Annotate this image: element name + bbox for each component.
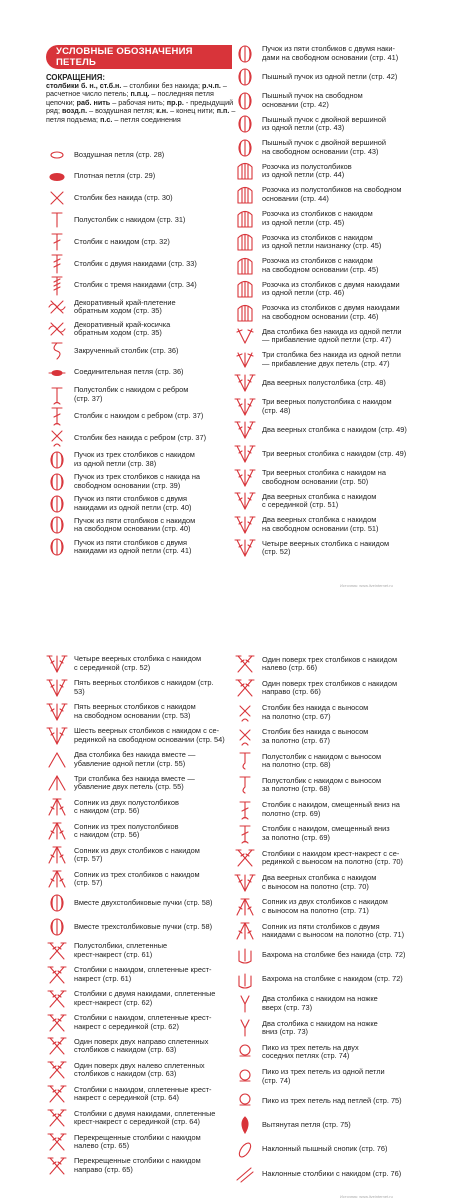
crossed-tr-icon: [44, 989, 70, 1009]
legged-dc-up-icon: [232, 994, 258, 1014]
legend-entry: [44, 867, 200, 891]
legend-entry-label: Столбики с двумя накидами, сплетенные крест-накрест с серединкой (стр. 64): [74, 1108, 216, 1127]
one-over-three-left-icon: [232, 654, 258, 674]
legend-entry: [232, 773, 381, 797]
legend-entry-label: Декоративный край-косичка обратным ходом (стр. 35): [74, 319, 171, 338]
legend-entry-label: Два веерных столбика с накидом (стр. 49): [262, 425, 407, 435]
legend-entry: [44, 427, 206, 449]
legend-entry-label: Пико из трех петель на двух соседних петлях (стр. 74): [262, 1042, 359, 1061]
legend-entry-label: Столбик с накидом, смещенный вниз за полотно (стр. 69): [262, 824, 390, 843]
fan-3-dc-free-icon: [232, 468, 258, 488]
legend-entry: [232, 372, 386, 396]
legend-entry: [232, 943, 405, 967]
slanted-puff-icon: [232, 1140, 258, 1160]
abbr-definition: - предыдущий ряд;: [46, 97, 234, 116]
legend-entry: [44, 1154, 201, 1178]
abbr-term: р.ч.п.: [202, 81, 221, 90]
fan-3-dc-icon: [232, 444, 258, 464]
abbreviations-title: СОКРАЩЕНИЯ:: [46, 73, 105, 82]
legend-entry: [232, 419, 407, 443]
treble-crochet-icon: [44, 254, 70, 274]
dc2tog-spike-icon: [232, 897, 258, 917]
legend-entry-label: Пять веерных столбиков с накидом (стр. 53): [74, 678, 214, 696]
dc-offset-2-icon: [232, 824, 258, 844]
abbr-term: раб. нить: [76, 97, 111, 107]
abbr-definition: – воздушная петля;: [87, 106, 157, 116]
legend-entry: [232, 207, 373, 231]
cross-right-icon: [44, 1156, 70, 1176]
legend-entry: [232, 1137, 388, 1161]
legend-entry: [232, 536, 389, 560]
legend-entry: [44, 297, 176, 319]
legend-column-left: [44, 0, 244, 592]
puff-5-double-icon: [44, 537, 70, 557]
fan-6-dc-icon: [44, 726, 70, 746]
legend-entry-label: Полустолбик с накидом (стр. 31): [74, 214, 186, 224]
dec-3-sc-icon: [44, 773, 70, 793]
legend-entry: [232, 136, 386, 160]
abbr-definition: – последняя петля цепочки;: [46, 89, 214, 107]
abbr-definition: – рабочая нить;: [110, 97, 167, 107]
ribbed-hdc-icon: [44, 385, 70, 405]
legend-column-left-2: [44, 648, 244, 1204]
rosette-dc-icon: [232, 209, 258, 229]
puff-5-base-icon: [44, 494, 70, 514]
legend-entry-label: Столбики с накидом крест-накрест с се- рединкой с выносом на полотно (стр. 70): [262, 848, 403, 867]
legend-entry: [232, 513, 379, 537]
legend-entry-label: Два веерных полустолбика (стр. 48): [262, 378, 386, 388]
crossed-dc-center-2-icon: [44, 1084, 70, 1104]
chain-loop-icon: [44, 145, 70, 165]
legend-entry-label: Розочка из полустолбиков на свободном основании (стр. 44): [262, 185, 402, 204]
legend-entry-label: Столбик без накида (стр. 30): [74, 193, 173, 203]
legend-entry: [44, 1082, 212, 1106]
legend-entry-label: Четыре веерных столбика с накидом (стр. 52): [262, 538, 390, 557]
popcorn-free-icon: [232, 91, 258, 111]
legend-entry-label: Три столбика без накида вместе — убавление двух петель (стр. 55): [74, 773, 195, 792]
crossed-dc-icon: [44, 965, 70, 985]
slip-stitch-icon: [44, 363, 70, 383]
legend-entry-label: Три веерных столбика с накидом (стр. 49): [262, 448, 407, 458]
dc2tog-icon: [44, 845, 70, 865]
fringe-sc-icon: [232, 945, 258, 965]
legend-entry: [232, 301, 400, 325]
picot-two-icon: [232, 1042, 258, 1062]
legend-entry-label: Пико из трех петель над петлей (стр. 75): [262, 1095, 402, 1105]
legged-dc-down-icon: [232, 1018, 258, 1038]
legend-entry-label: Три веерных столбика с накидом на свободном основании (стр. 50): [262, 467, 386, 486]
crossed-hdc-icon: [44, 941, 70, 961]
fan-2-hdc-icon: [232, 373, 258, 393]
legend-entry: [44, 231, 170, 253]
inc-2-sc-icon: [232, 326, 258, 346]
popcorn-puff-icon: [232, 67, 258, 87]
legend-entry: [44, 700, 196, 724]
legend-entry-label: Сопник из пяти столбиков с двумя накидами с выносом на полотно (стр. 71): [262, 921, 405, 940]
legend-entry: [44, 253, 197, 275]
puff-pair-2-icon: [44, 893, 70, 913]
legend-entry: [44, 1130, 201, 1154]
fan-3-hdc-icon: [232, 397, 258, 417]
abbr-definition: – конец нити;: [168, 106, 217, 116]
legend-entry: [232, 254, 379, 278]
legend-entry-label: Вместе трехстолбиковые пучки (стр. 58): [74, 921, 213, 931]
legend-entry-label: Два столбика без накида вместе — убавление одной петли (стр. 55): [74, 749, 196, 768]
elongated-loop-icon: [232, 1115, 258, 1135]
legend-entry-label: Столбики с накидом, сплетенные крест- накрест (стр. 61): [74, 965, 212, 983]
legend-entry: [232, 89, 363, 113]
abbr-definition: – петля соединения: [112, 114, 181, 124]
legend-entry: [232, 676, 397, 700]
legend-entry: [44, 1011, 212, 1035]
legend-column-right: [232, 0, 452, 592]
legend-entry-label: Соединительная петля (стр. 36): [74, 367, 184, 377]
puff-3-base-icon: [44, 450, 70, 470]
one-over-three-right-icon: [232, 678, 258, 698]
popcorn-double-top-icon: [232, 114, 258, 134]
rosette-tr-free-icon: [232, 303, 258, 323]
legend-entry-label: Сопник из трех столбиков с накидом (стр. 57): [74, 869, 200, 888]
legend-entry: [232, 348, 401, 372]
legend-entry: [232, 66, 397, 90]
legend-entry-label: Столбик без накида с выносом на полотно (стр. 67): [262, 703, 369, 721]
credit-note: Источник: www.liveinternet.ru: [340, 583, 393, 588]
legend-entry: [232, 1162, 401, 1186]
legend-entry-label: Наклонный пышный снопик (стр. 76): [262, 1144, 388, 1154]
fan-5-dc-free-icon: [44, 702, 70, 722]
legend-entry-label: Сопник из двух полустолбиков с накидом (стр. 56): [74, 797, 179, 816]
legend-entry: [44, 963, 212, 987]
rosette-dc-free-icon: [232, 256, 258, 276]
abbr-term: возд.п.: [62, 106, 88, 116]
rosette-dc-reverse-icon: [232, 232, 258, 252]
ribbed-sc-icon: [44, 428, 70, 448]
legend-entry: [44, 536, 191, 558]
abbr-definition: – расчетное число петель;: [46, 81, 227, 99]
dc-offset-icon: [232, 800, 258, 820]
legend-entry-label: Пучок из пяти столбиков с накидом на свободном основании (стр. 40): [74, 515, 196, 534]
dc3tog-icon: [44, 869, 70, 889]
legend-entry: [232, 822, 390, 846]
crossed-tr-center-icon: [44, 1108, 70, 1128]
legend-entry: [232, 489, 376, 513]
sc-spike-icon: [232, 703, 258, 723]
picot-over-icon: [232, 1091, 258, 1111]
legend-entry: [232, 895, 388, 919]
legend-entry-label: Розочка из столбиков с накидом на свободном основании (стр. 45): [262, 256, 379, 274]
legend-entry: [232, 442, 406, 466]
legend-entry-label: Сопник из двух столбиков с накидом с выносом на полотно (стр. 71): [262, 897, 388, 915]
legend-title: УСЛОВНЫЕ ОБОЗНАЧЕНИЯ ПЕТЕЛЬ: [56, 46, 193, 68]
rosette-hdc-icon: [232, 161, 258, 181]
legend-entry-label: Розочка из полустолбиков из одной петли (стр. 44): [262, 161, 352, 180]
legend-entry: [232, 113, 386, 137]
legend-entry: [232, 230, 381, 254]
legend-entry: [44, 275, 197, 297]
legend-entry-label: Три веерных полустолбика с накидом (стр. 48): [262, 397, 392, 415]
abbr-term: п.п.: [216, 106, 230, 116]
legend-entry: [232, 325, 402, 349]
legend-entry-label: Пучок из пяти столбиков с двумя накидами из одной петли (стр. 40): [74, 493, 192, 512]
legend-entry-label: Розочка из столбиков с накидом из одной петли наизнанку (стр. 45): [262, 232, 382, 251]
crab-stitch-icon: [44, 297, 70, 317]
legend-entry-label: Розочка из столбиков с двумя накидами на свободном основании (стр. 46): [262, 303, 400, 321]
legend-entry: [232, 1089, 402, 1113]
hdc-spike-icon: [232, 751, 258, 771]
legend-entry: [44, 987, 215, 1011]
rosette-hdc-free-icon: [232, 185, 258, 205]
legend-entry: [44, 676, 214, 700]
puff-3-free-icon: [44, 472, 70, 492]
legend-entry: [44, 471, 200, 493]
legend-entry-label: Четыре веерных столбика с накидом с серединкой (стр. 52): [74, 654, 202, 672]
legend-entry: [44, 772, 195, 796]
legend-entry: [44, 384, 188, 406]
legend-entry: [44, 318, 170, 340]
legend-entry: [232, 968, 403, 992]
twisted-stitch-icon: [44, 341, 70, 361]
sc-spike-2-icon: [232, 727, 258, 747]
abbr-term: пр.р.: [166, 97, 184, 107]
legend-entry: [232, 919, 404, 943]
legend-entry: [44, 340, 179, 362]
tight-loop-icon: [44, 167, 70, 187]
legend-entry-label: Перекрещенные столбики с накидом направо (стр. 65): [74, 1156, 201, 1175]
hdc-spike-2-icon: [232, 775, 258, 795]
legend-entry-label: Два веерных столбика с накидом с выносом на полотно (стр. 70): [262, 872, 377, 891]
legend-entry-label: Пышный пучок на свободном основании (стр. 42): [262, 91, 363, 109]
legend-entry: [44, 819, 179, 843]
fan-2-dc-icon: [232, 420, 258, 440]
abbr-term: к.н.: [156, 106, 169, 116]
legend-entry-label: Пучок из пяти столбиков с двумя накидами из одной петли (стр. 41): [74, 537, 192, 556]
fan-2-spike-icon: [232, 873, 258, 893]
legend-entry-label: Розочка из столбиков с двумя накидами из одной петли (стр. 46): [262, 279, 400, 298]
legend-entry: [232, 1065, 385, 1089]
legend-entry: [44, 405, 203, 427]
legend-entry-label: Два столбика без накида из одной петли — прибавление одной петли (стр. 47): [262, 326, 402, 345]
legend-entry: [232, 1040, 359, 1064]
legend-entry: [44, 748, 195, 772]
legend-entry: [232, 992, 378, 1016]
legend-entry-label: Сопник из трех полустолбиков с накидом (стр. 56): [74, 821, 179, 840]
half-double-crochet-icon: [44, 210, 70, 230]
legend-entry-label: Воздушная петля (стр. 28): [74, 149, 165, 159]
hdc3tog-icon: [44, 821, 70, 841]
legend-entry: [44, 188, 173, 210]
legend-entry-label: Столбик с тремя накидами (стр. 34): [74, 280, 197, 290]
popcorn-double-top-free-icon: [232, 138, 258, 158]
legend-page-2: [0, 648, 460, 1204]
legend-entry: [232, 466, 386, 490]
legend-entry-label: Один поверх трех столбиков с накидом направо (стр. 66): [262, 678, 398, 697]
legend-entry-label: Столбик без накида с выносом за полотно (стр. 67): [262, 727, 369, 745]
legend-entry-label: Столбик с накидом (стр. 32): [74, 236, 170, 246]
legend-entry: [44, 493, 191, 515]
rosette-tr-icon: [232, 279, 258, 299]
abbr-term: п.п.ц.: [130, 89, 150, 99]
abbr-term: столбики б. н., ст.б.н.: [46, 81, 122, 90]
legend-entry: [232, 1113, 351, 1137]
puff-5-free-icon: [44, 515, 70, 535]
legend-entry-label: Наклонные столбики с накидом (стр. 76): [262, 1168, 402, 1178]
legend-entry-label: Бахрома на столбике с накидом (стр. 72): [262, 974, 403, 984]
legend-entry: [44, 795, 179, 819]
legend-entry-label: Пышный пучок из одной петли (стр. 42): [262, 72, 398, 81]
hdc2tog-icon: [44, 797, 70, 817]
legend-entry-label: Пучок из трех столбиков с накида на свободном основании (стр. 39): [74, 472, 201, 490]
legend-entry: [44, 209, 185, 231]
legend-entry-label: Пышный пучок с двойной вершиной из одной петли (стр. 43): [262, 114, 387, 133]
fan-2-dc-free-icon: [232, 515, 258, 535]
legend-entry-label: Полустолбик с накидом с ребром (стр. 37): [74, 384, 189, 403]
legend-entry: [44, 915, 212, 939]
cross-left-icon: [44, 1132, 70, 1152]
legend-entry: [44, 144, 164, 166]
crossed-spike-icon: [232, 848, 258, 868]
legend-entry-label: Декоративный край-плетение обратным ходом (стр. 35): [74, 297, 176, 316]
legend-entry: [232, 183, 401, 207]
legend-column-right-2: [232, 648, 452, 1204]
dec-2-sc-icon: [44, 750, 70, 770]
legend-entry-label: Пучок из трех столбиков с накидом из одной петли (стр. 38): [74, 450, 195, 468]
legend-entry-label: Два столбика с накидом на ножке вверх (стр. 73): [262, 994, 378, 1012]
legend-entry-label: Столбики с накидом, сплетенные крест- накрест с серединкой (стр. 64): [74, 1084, 212, 1103]
ribbed-dc-icon: [44, 406, 70, 426]
legend-entry: [44, 1058, 205, 1082]
legend-entry: [232, 42, 398, 66]
legend-entry-label: Один поверх двух налево сплетенных столбиков с накидом (стр. 63): [74, 1060, 205, 1079]
legend-entry: [232, 725, 368, 749]
fan-2-dc-center-icon: [232, 491, 258, 511]
legend-entry-label: Столбики с накидом, сплетенные крест- накрест с серединкой (стр. 62): [74, 1012, 212, 1031]
over-two-left-icon: [44, 1060, 70, 1080]
legend-entry: [232, 870, 376, 894]
legend-entry-label: Столбик с двумя накидами (стр. 33): [74, 258, 197, 268]
legend-entry-label: Два веерных столбика с накидом с серединкой (стр. 51): [262, 491, 377, 510]
fringe-dc-icon: [232, 970, 258, 990]
double-treble-icon: [44, 276, 70, 296]
legend-entry-label: Полустолбик с накидом с выносом на полотно (стр. 68): [262, 751, 382, 770]
puff-5-double-free-icon: [232, 44, 258, 64]
credit-note-2: Источник: www.liveinternet.ru: [340, 1194, 393, 1199]
legend-entry-label: Два веерных столбика с накидом на свободном основании (стр. 51): [262, 515, 379, 533]
legend-entry-label: Сопник из двух столбиков с накидом (стр. 57): [74, 845, 200, 864]
legend-entry: [232, 277, 400, 301]
legend-entry-label: Полустолбики, сплетенные крест-накрест (стр. 61): [74, 941, 168, 959]
legend-entry-label: Вместе двухстолбиковые пучки (стр. 58): [74, 897, 213, 907]
legend-entry-label: Столбики с двумя накидами, сплетенные крест-накрест (стр. 62): [74, 989, 216, 1007]
legend-entry: [232, 846, 403, 870]
slanted-dc-icon: [232, 1164, 258, 1184]
legend-entry-label: Пышный пучок с двойной вершиной на свободном основании (стр. 43): [262, 138, 387, 156]
legend-entry: [232, 798, 400, 822]
legend-entry-label: Два столбика с накидом на ножке вниз (стр. 73): [262, 1018, 378, 1037]
legend-entry: [44, 1035, 208, 1059]
fan-4-dc-center-icon: [44, 654, 70, 674]
legend-entry-label: Три столбика без накида из одной петли — прибавление двух петель (стр. 47): [262, 350, 401, 368]
legend-entry: [44, 362, 184, 384]
legend-entry-label: Столбик с накидом с ребром (стр. 37): [74, 411, 204, 421]
legend-entry-label: Плотная петля (стр. 29): [74, 171, 156, 181]
legend-entry-label: Закрученный столбик (стр. 36): [74, 345, 179, 355]
legend-entry: [44, 652, 201, 676]
legend-entry: [44, 1106, 215, 1130]
legend-entry: [44, 514, 195, 536]
legend-page-1: [0, 0, 460, 592]
legend-entry-label: Один поверх трех столбиков с накидом налево (стр. 66): [262, 654, 398, 673]
legend-entry: [44, 449, 195, 471]
legend-entry: [232, 395, 392, 419]
legend-entry-label: Вытянутая петля (стр. 75): [262, 1120, 351, 1129]
legend-entry-label: Полустолбик с накидом с выносом за полотно (стр. 68): [262, 775, 382, 794]
legend-entry-label: Бахрома на столбике без накида (стр. 72): [262, 950, 406, 960]
braid-edge-icon: [44, 319, 70, 339]
legend-entry: [44, 843, 200, 867]
legend-entry-label: Пико из трех петель из одной петли (стр. 74): [262, 1067, 385, 1085]
abbr-definition: – петля подъема;: [46, 106, 236, 124]
tr5tog-spike-icon: [232, 921, 258, 941]
legend-entry: [232, 701, 368, 725]
legend-entry-label: Столбик без накида с ребром (стр. 37): [74, 432, 207, 442]
fan-4-dc-icon: [232, 538, 258, 558]
single-crochet-icon: [44, 188, 70, 208]
legend-entry: [44, 939, 167, 963]
inc-3-sc-icon: [232, 350, 258, 370]
legend-entry: [44, 724, 225, 748]
puff-pair-3-icon: [44, 917, 70, 937]
page-gap: [0, 592, 460, 648]
legend-entry-label: Шесть веерных столбиков с накидом с се- рединкой на свободном основании (стр. 54): [74, 726, 225, 744]
crossed-dc-center-icon: [44, 1013, 70, 1033]
double-crochet-icon: [44, 232, 70, 252]
legend-entry: [44, 166, 155, 188]
legend-entry-label: Столбик с накидом, смещенный вниз на полотно (стр. 69): [262, 800, 400, 818]
legend-entry-label: Один поверх двух направо сплетенных столбиков с накидом (стр. 63): [74, 1036, 209, 1055]
legend-entry: [232, 749, 381, 773]
fan-5-dc-icon: [44, 678, 70, 698]
legend-entry: [232, 160, 352, 184]
legend-entry-label: Перекрещенные столбики с накидом налево (стр. 65): [74, 1132, 201, 1151]
legend-entry: [232, 1016, 378, 1040]
picot-one-icon: [232, 1067, 258, 1087]
abbr-term: п.с.: [100, 114, 113, 124]
legend-entry: [44, 891, 212, 915]
abbr-definition: – столбики без накида;: [121, 81, 203, 90]
legend-entry-label: Пучок из пяти столбиков с двумя наки- дами на свободном основании (стр. 41): [262, 44, 399, 62]
over-two-right-icon: [44, 1036, 70, 1056]
legend-entry: [232, 652, 397, 676]
legend-entry-label: Розочка из столбиков с накидом из одной петли (стр. 45): [262, 208, 373, 227]
legend-entry-label: Пять веерных столбиков с накидом на свободном основании (стр. 53): [74, 702, 196, 720]
